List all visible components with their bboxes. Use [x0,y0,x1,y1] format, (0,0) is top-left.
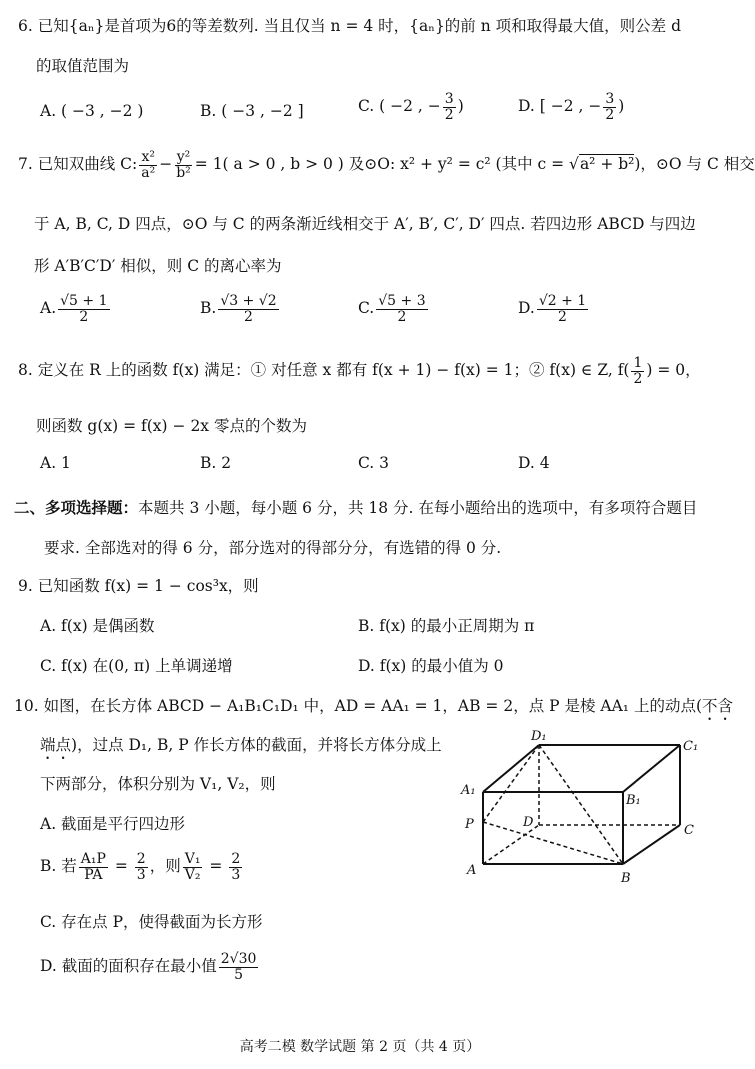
q7-stem-line3: 形 A′B′C′D′ 相似，则 C 的离心率为 [34,257,282,275]
q9-stem: 9. 已知函数 f(x) = 1 − cos³x，则 [18,577,259,595]
q6-option-d: D. [ −2 , − $\frac{3}{2}$ ) [518,91,625,123]
page-footer: 高考二模 数学试题 第 2 页（共 4 页） [239,1039,481,1055]
q10-stem-line1: 10. 如图，在长方体 ABCD − A₁B₁C₁D₁ 中，AD = AA₁ = 1，AB = 2，点 P 是棱 AA₁ 上的动点(不含 [14,697,734,715]
q7-stem-line1: 7. 已知双曲线 C: $\frac{\text{x²}}{\text{a²}}$ − $\frac{\text{y²}}{\text{b²}}$ = 1( a > 0 , b > 0 ) 及⊙O: x² + y² = c² (其中 c = √a² + b²)，⊙O 与 C 相交 [18,149,755,181]
label-b1: B₁ [626,793,641,808]
cuboid-figure [455,730,710,890]
q7-option-a: A. $\frac{√5 + 1}{2}$ [40,293,108,325]
section-title: 二、多项选择题： [14,498,139,517]
label-b: B [621,871,631,886]
section-line-d1-b [539,745,623,864]
q10-stem-line2: 端点)，过点 D₁, B, P 作长方体的截面，并将长方体分成上 [40,736,442,754]
q10-option-c: C. 存在点 P，使得截面为长方形 [40,913,263,931]
q10-option-b: B. 若 $\frac{\text{A₁P}}{PA}$ = $\frac{2}{3}$ ，则 $\frac{\text{V₁}}{\text{V₂}}$ = $\frac{2}{3}$ [40,851,241,883]
edge-a1-d1 [483,745,539,792]
q9-option-d: D. f(x) 的最小值为 0 [358,657,504,675]
q10-option-a: A. 截面是平行四边形 [40,815,186,833]
q9-option-c: C. f(x) 在(0, π) 上单调递增 [40,657,233,675]
section-instruction-line1: 本题共 3 小题，每小题 6 分，共 18 分. 在每小题给出的选项中，有多项符合题目 [138,499,698,517]
q8-option-b: B. 2 [200,454,232,472]
label-p: P [465,817,474,832]
label-c1: C₁ [683,739,699,754]
q10-stem-line3: 下两部分，体积分别为 V₁, V₂，则 [40,775,276,793]
section-line-p-b [483,822,623,864]
q8-option-a: A. 1 [40,454,71,472]
edge-b-c [623,825,680,864]
q6-option-b: B. ( −3 , −2 ] [200,102,304,120]
q6-stem-line2: 的取值范围为 [36,57,130,75]
q6-option-c: C. ( −2 , − $\frac{3}{2}$ ) [358,91,464,123]
q9-option-a: A. f(x) 是偶函数 [40,617,155,635]
section-line-p-d1 [483,745,539,822]
q7-option-d: D. $\frac{√2 + 1}{2}$ [518,293,587,325]
q10-option-d: D. 截面的面积存在最小值 $\frac{2√30}{5}$ [40,951,257,983]
label-d1: D₁ [531,729,547,744]
q8-stem-line2: 则函数 g(x) = f(x) − 2x 零点的个数为 [36,417,307,435]
label-d: D [523,815,534,830]
q7-stem-line2: 于 A, B, C, D 四点，⊙O 与 C 的两条渐近线相交于 A′, B′, C′, D′ 四点. 若四边形 ABCD 与四边 [34,215,696,233]
label-a1: A₁ [461,783,476,798]
section-instruction-line2: 要求. 全部选对的得 6 分，部分选对的得部分分，有选错的得 0 分. [44,539,502,557]
q8-option-d: D. 4 [518,454,550,472]
label-a: A [467,863,477,878]
q8-stem-line1: 8. 定义在 R 上的函数 f(x) 满足：① 对任意 x 都有 f(x + 1) − f(x) = 1；② f(x) ∈ Z, f( $\frac{1}{2}$ ) = 0， [18,355,701,387]
q7-option-c: C. $\frac{√5 + 3}{2}$ [358,293,426,325]
label-c: C [684,823,694,838]
q6-stem-line1: 6. 已知{aₙ}是首项为6的等差数列. 当且仅当 n = 4 时，{aₙ}的前 n 项和取得最大值，则公差 d [18,17,681,35]
section-heading [14,496,697,518]
edge-b1-c1 [623,745,680,792]
q7-option-b: B. $\frac{√3 + √2}{2}$ [200,293,277,325]
q6-option-a: A. ( −3 , −2 ) [40,102,144,120]
q8-option-c: C. 3 [358,454,390,472]
q9-option-b: B. f(x) 的最小正周期为 π [358,617,535,635]
